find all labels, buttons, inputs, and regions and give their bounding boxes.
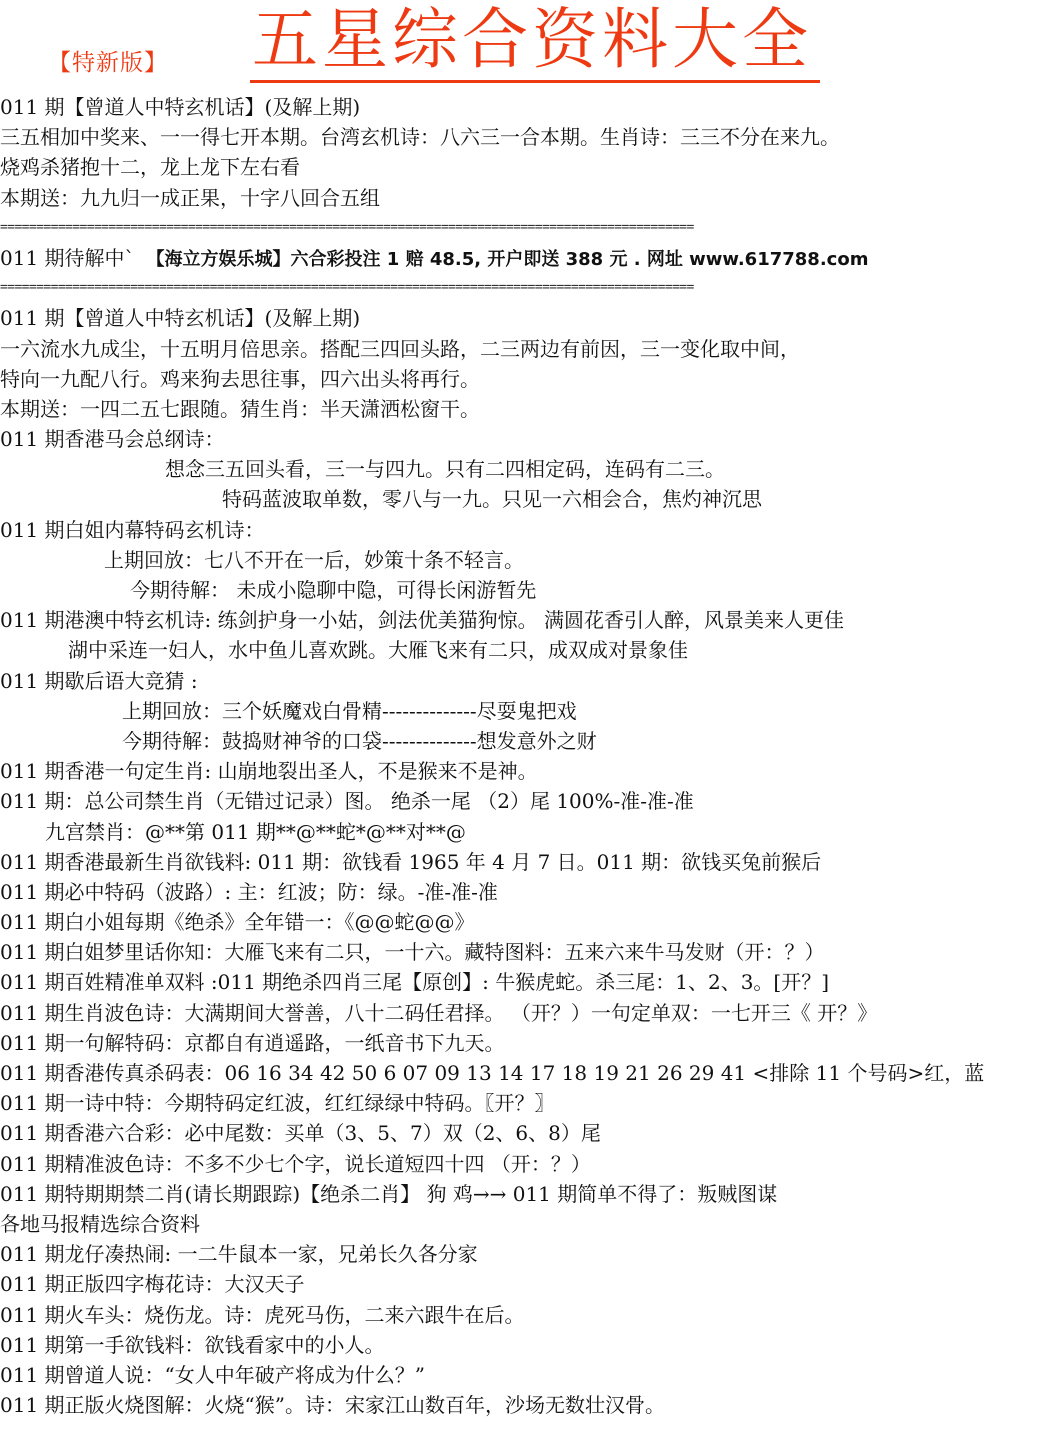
- text-line: 湖中采连一妇人，水中鱼儿喜欢跳。大雁飞来有二只，成双成对景象佳: [68, 638, 688, 663]
- text-line: 011 期生肖波色诗：大满期间大誉善，八十二码任君择。 （开？）一句定单双：一七开三《 开？》: [0, 1000, 878, 1025]
- separator-line: ================================================================================================: [0, 219, 694, 235]
- text-line: 011 期【曾道人中特玄机话】(及解上期): [0, 95, 361, 119]
- ad-banner-link[interactable]: 【海立方娱乐城】六合彩投注 1 赔 48.5, 开户即送 388 元 . 网址 www.617788.com: [146, 248, 869, 270]
- text-line: 011 期香港六合彩：必中尾数：买单（3、5、7）双（2、6、8）尾: [0, 1121, 601, 1146]
- text-line: 011 期香港马会总纲诗：: [0, 427, 225, 452]
- text-line: 三五相加中奖来、一一得七开本期。台湾玄机诗：八六三一合本期。生肖诗：三三不分在来九。: [0, 125, 840, 150]
- text-line: 011 期歇后语大竞猜 :: [0, 668, 198, 693]
- text-line: 011 期港澳中特玄机诗: 练剑护身一小姑，剑法优美猫狗惊。 满圆花香引人醉，风景美来人更佳: [0, 608, 844, 633]
- separator-line: ================================================================================================: [0, 280, 694, 296]
- text-line: 特向一九配八行。鸡来狗去思往事，四六出头将再行。: [0, 366, 480, 391]
- text-line: 011 期特期期禁二肖(请长期跟踪)【绝杀二肖】 狗 鸡→→ 011 期简单不得了：叛贼图谋: [0, 1181, 778, 1206]
- text-line: 今期待解：鼓捣财神爷的口袋--------------想发意外之财: [122, 728, 597, 753]
- text-line: 011 期：总公司禁生肖（无错过记录）图。 绝杀一尾 （2）尾 100%-准-准-准: [0, 789, 694, 814]
- text-line: 011 期白小姐每期《绝杀》全年错一：《@@蛇@@》: [0, 910, 475, 935]
- text-line: 本期送：一四二五七跟随。猜生肖：半天潇洒松窗干。: [0, 396, 480, 421]
- text-line: 011 期正版火烧图解：火烧“猴”。诗：宋家江山数百年，沙场无数壮汉骨。: [0, 1393, 665, 1418]
- text-line: 011 期曾道人说：“女人中年破产将成为什么？”: [0, 1362, 425, 1387]
- title-underline: [250, 80, 820, 83]
- text-line: 011 期香港一句定生肖: 山崩地裂出圣人，不是猴来不是神。: [0, 759, 538, 784]
- text-line: 011 期第一手欲钱料：欲钱看家中的小人。: [0, 1332, 385, 1357]
- text-line: 011 期香港最新生肖欲钱料: 011 期：欲钱看 1965 年 4 月 7 日。011 期：欲钱买兔前猴后: [0, 849, 822, 874]
- page-title: 五星综合资料大全: [252, 1, 812, 78]
- text-line: 九宫禁肖：@**第 011 期**@**蛇*@**对**@: [45, 819, 466, 844]
- ad-prefix: 011 期待解中`: [0, 245, 135, 270]
- text-line: 011 期龙仔凑热闹: 一二牛鼠本一家，兄弟长久各分家: [0, 1242, 478, 1267]
- text-line: 011 期白姐内幕特码玄机诗：: [0, 517, 265, 542]
- text-line: 011 期精准波色诗：不多不少七个字，说长道短四十四 （开：？）: [0, 1151, 591, 1176]
- text-line: 011 期火车头：烧伤龙。诗：虎死马伤，二来六跟牛在后。: [0, 1302, 525, 1327]
- edition-badge: 【特新版】: [48, 50, 168, 76]
- text-line: 011 期一诗中特：今期特码定红波，红红绿绿中特码。〖开？〗: [0, 1091, 555, 1116]
- text-line: 011 期香港传真杀码表：06 16 34 42 50 6 07 09 13 14 17 18 19 21 26 29 41 <排除 11 个号码>红，蓝: [0, 1061, 985, 1085]
- text-line: 011 期必中特码（波路）: 主：红波；防：绿。-准-准-准: [0, 879, 498, 904]
- text-line: 烧鸡杀猪抱十二，龙上龙下左右看: [0, 155, 300, 180]
- content-body: [0, 92, 1063, 1420]
- text-line: 各地马报精选综合资料: [0, 1211, 200, 1236]
- text-line: 上期回放：七八不开在一后，妙策十条不轻言。: [104, 547, 524, 572]
- text-line: 本期送：九九归一成正果，十字八回合五组: [0, 185, 380, 210]
- ad-line: [0, 243, 1063, 273]
- text-line: 011 期【曾道人中特玄机话】(及解上期): [0, 306, 361, 331]
- text-line: 011 期百姓精准单双料 :011 期绝杀四肖三尾【原创】: 牛猴虎蛇。杀三尾：1、2、3。[开？]: [0, 970, 830, 995]
- text-line: 想念三五回头看，三一与四九。只有二四相定码，连码有二三。: [165, 457, 725, 482]
- text-line: 011 期一句解特码：京都自有逍遥路，一纸音书下九天。: [0, 1030, 505, 1055]
- text-line: 011 期白姐梦里话你知：大雁飞来有二只，一十六。藏特图料：五来六来牛马发财（开：？）: [0, 940, 825, 965]
- text-line: 一六流水九成尘，十五明月倍思亲。搭配三四回头路，二三两边有前因，三一变化取中间，: [0, 336, 800, 361]
- text-line: 上期回放：三个妖魔戏白骨精--------------尽耍鬼把戏: [122, 698, 577, 723]
- text-line: 011 期正版四字梅花诗：大汉天子: [0, 1272, 305, 1297]
- text-line: 特码蓝波取单数，零八与一九。只见一六相会合，焦灼神沉思: [222, 487, 762, 512]
- text-line: 今期待解： 未成小隐聊中隐，可得长闲游暂先: [130, 578, 537, 602]
